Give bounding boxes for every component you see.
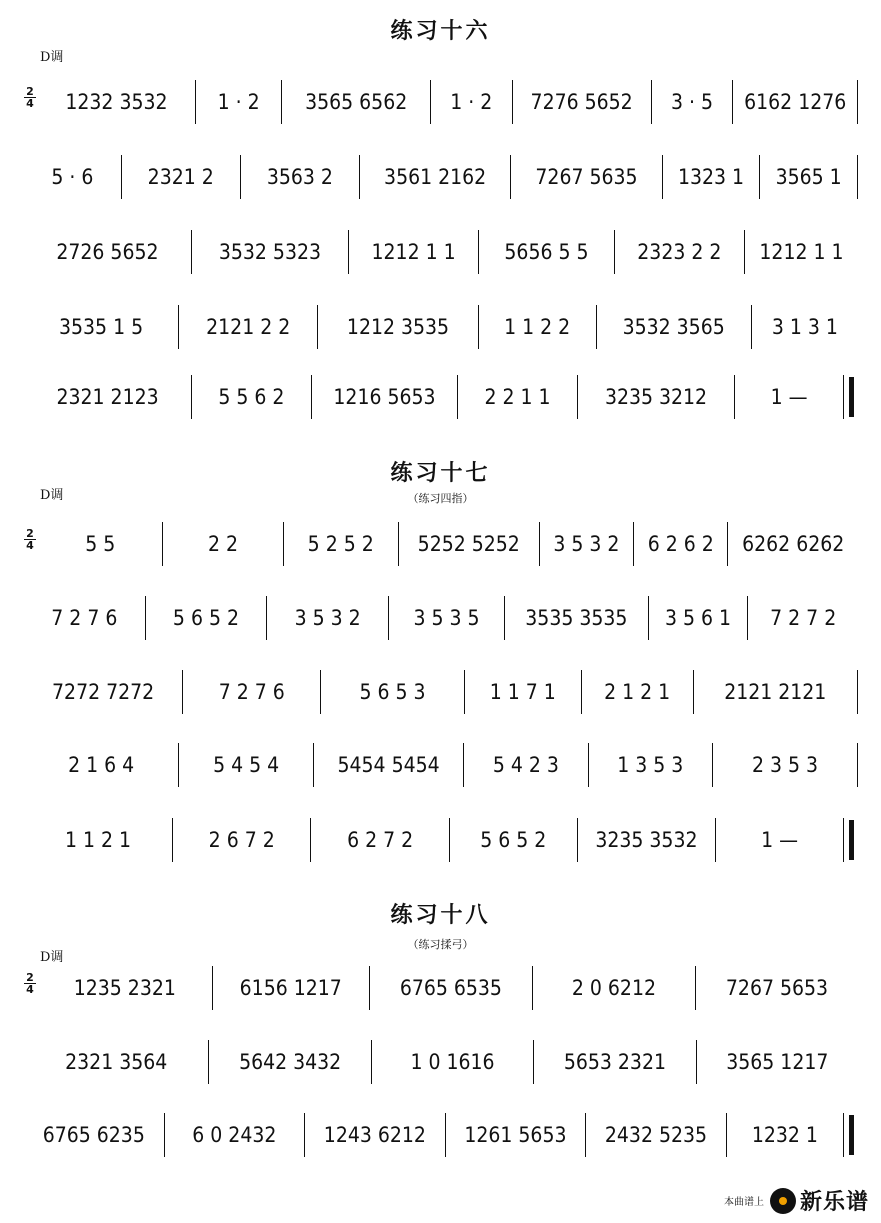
exercise-subtitle: （练习四指） [407,492,474,505]
measure: 5454 5454 [314,743,464,787]
measure: 6 2 6 2 [634,522,728,566]
measure: 5 2 5 2 [284,522,399,566]
score-row [24,818,858,862]
measure: 6262 6262 [742,532,845,556]
time-signature: 2 4 [24,528,36,551]
measure: 1 1 2 2 [479,305,597,349]
measure: 2321 2123 [24,375,192,419]
measure: 1 1 2 1 [24,818,173,862]
music-disc-icon [770,1188,796,1214]
score-row [24,80,858,124]
time-signature: 2 4 [24,86,36,109]
measure: 3565 6562 [282,80,430,124]
exercise-title: 练习十八 [390,903,491,928]
score-row [24,966,858,1010]
measure: 3561 2162 [360,155,511,199]
footer-watermark [724,1185,869,1216]
measure: 2 3 5 3 [713,743,858,787]
measure: 3 5 3 5 [389,596,505,640]
measure: 3532 5323 [192,230,349,274]
measure: 2321 3564 [24,1040,209,1084]
measure: 2726 5652 [24,230,192,274]
exercise-title: 练习十七 [390,461,491,486]
measure: 1212 3535 [318,305,478,349]
score-row [24,305,858,349]
measure: 5 6 5 3 [321,670,464,714]
measure: 1 · 2 [431,80,513,124]
measure: 3 · 5 [652,80,734,124]
measure: 5 6 5 2 [450,818,578,862]
score-row [24,375,858,419]
measure: 2321 2 [122,155,241,199]
score-row [24,522,858,566]
measure: 3565 1217 [726,1050,829,1074]
exercise-subtitle: （练习揉弓） [407,938,474,951]
measure: 2 6 7 2 [173,818,311,862]
measure: 3235 3532 [578,818,716,862]
measure: 7 2 7 6 [183,670,321,714]
measure: 3535 1 5 [24,305,179,349]
measure: 1235 2321 [38,966,213,1010]
measure: 6156 1217 [213,966,370,1010]
measure: 6 0 2432 [165,1113,306,1157]
measure: 1 — [770,385,808,409]
measure: 7267 5653 [725,976,829,1000]
measure: 2323 2 2 [615,230,745,274]
measure: 2 0 6212 [533,966,696,1010]
measure: 1232 3532 [38,80,196,124]
measure: 6765 6535 [370,966,533,1010]
measure: 1 · 2 [196,80,283,124]
measure: 7 2 7 6 [24,596,146,640]
measure: 3 5 3 2 [267,596,389,640]
measure: 1 0 1616 [372,1040,534,1084]
measure: 5 4 5 4 [179,743,314,787]
measure: 5642 3432 [209,1040,371,1084]
measure: 6162 1276 [733,80,858,124]
measure: 3 5 6 1 [649,596,749,640]
measure: 1216 5653 [312,375,459,419]
measure: 3563 2 [241,155,360,199]
key-label: D调 [40,50,64,65]
measure: 2 1 6 4 [24,743,179,787]
measure: 7276 5652 [513,80,652,124]
score-row [24,743,858,787]
score-row [24,1113,858,1157]
time-signature: 2 4 [24,972,36,995]
measure: 5 6 5 2 [146,596,268,640]
measure: 3532 3565 [597,305,752,349]
measure: 1261 5653 [446,1113,587,1157]
measure: 2 2 1 1 [458,375,578,419]
measure: 7272 7272 [24,670,183,714]
measure: 2 1 2 1 [582,670,694,714]
measure: 7 2 7 2 [770,606,837,630]
brand-name: 新乐谱 [799,1190,869,1215]
measure: 1 — [761,828,799,852]
measure: 3565 1 [760,155,858,199]
measure: 5 · 6 [24,155,122,199]
measure: 1212 1 1 [349,230,479,274]
key-label: D调 [40,950,64,965]
measure: 5653 2321 [534,1040,696,1084]
measure: 1243 6212 [305,1113,446,1157]
measure: 1232 1 [751,1123,818,1147]
measure: 2432 5235 [586,1113,727,1157]
measure: 3 1 3 1 [771,315,838,339]
key-label: D调 [40,488,64,503]
final-barline [843,375,858,419]
measure: 1 1 7 1 [465,670,582,714]
measure: 1212 1 1 [759,240,844,264]
measure: 5 5 [38,522,163,566]
measure: 3535 3535 [505,596,649,640]
measure: 2 2 [163,522,283,566]
measure: 1323 1 [663,155,761,199]
footer-text: 本曲谱上 [723,1197,764,1208]
measure: 2121 2121 [694,670,858,714]
measure: 7267 5635 [511,155,662,199]
score-row [24,670,858,714]
measure: 5252 5252 [399,522,540,566]
measure: 6765 6235 [24,1113,165,1157]
score-row [24,155,858,199]
measure: 5656 5 5 [479,230,615,274]
measure: 1 3 5 3 [589,743,713,787]
exercise-title: 练习十六 [390,19,491,44]
measure: 3235 3212 [578,375,735,419]
final-barline [843,1113,858,1157]
measure: 2121 2 2 [179,305,318,349]
measure: 6 2 7 2 [311,818,449,862]
measure: 5 5 6 2 [192,375,312,419]
measure: 3 5 3 2 [540,522,634,566]
final-barline [843,818,858,862]
score-row [24,230,858,274]
score-row [24,596,858,640]
score-row [24,1040,858,1084]
measure: 5 4 2 3 [464,743,588,787]
